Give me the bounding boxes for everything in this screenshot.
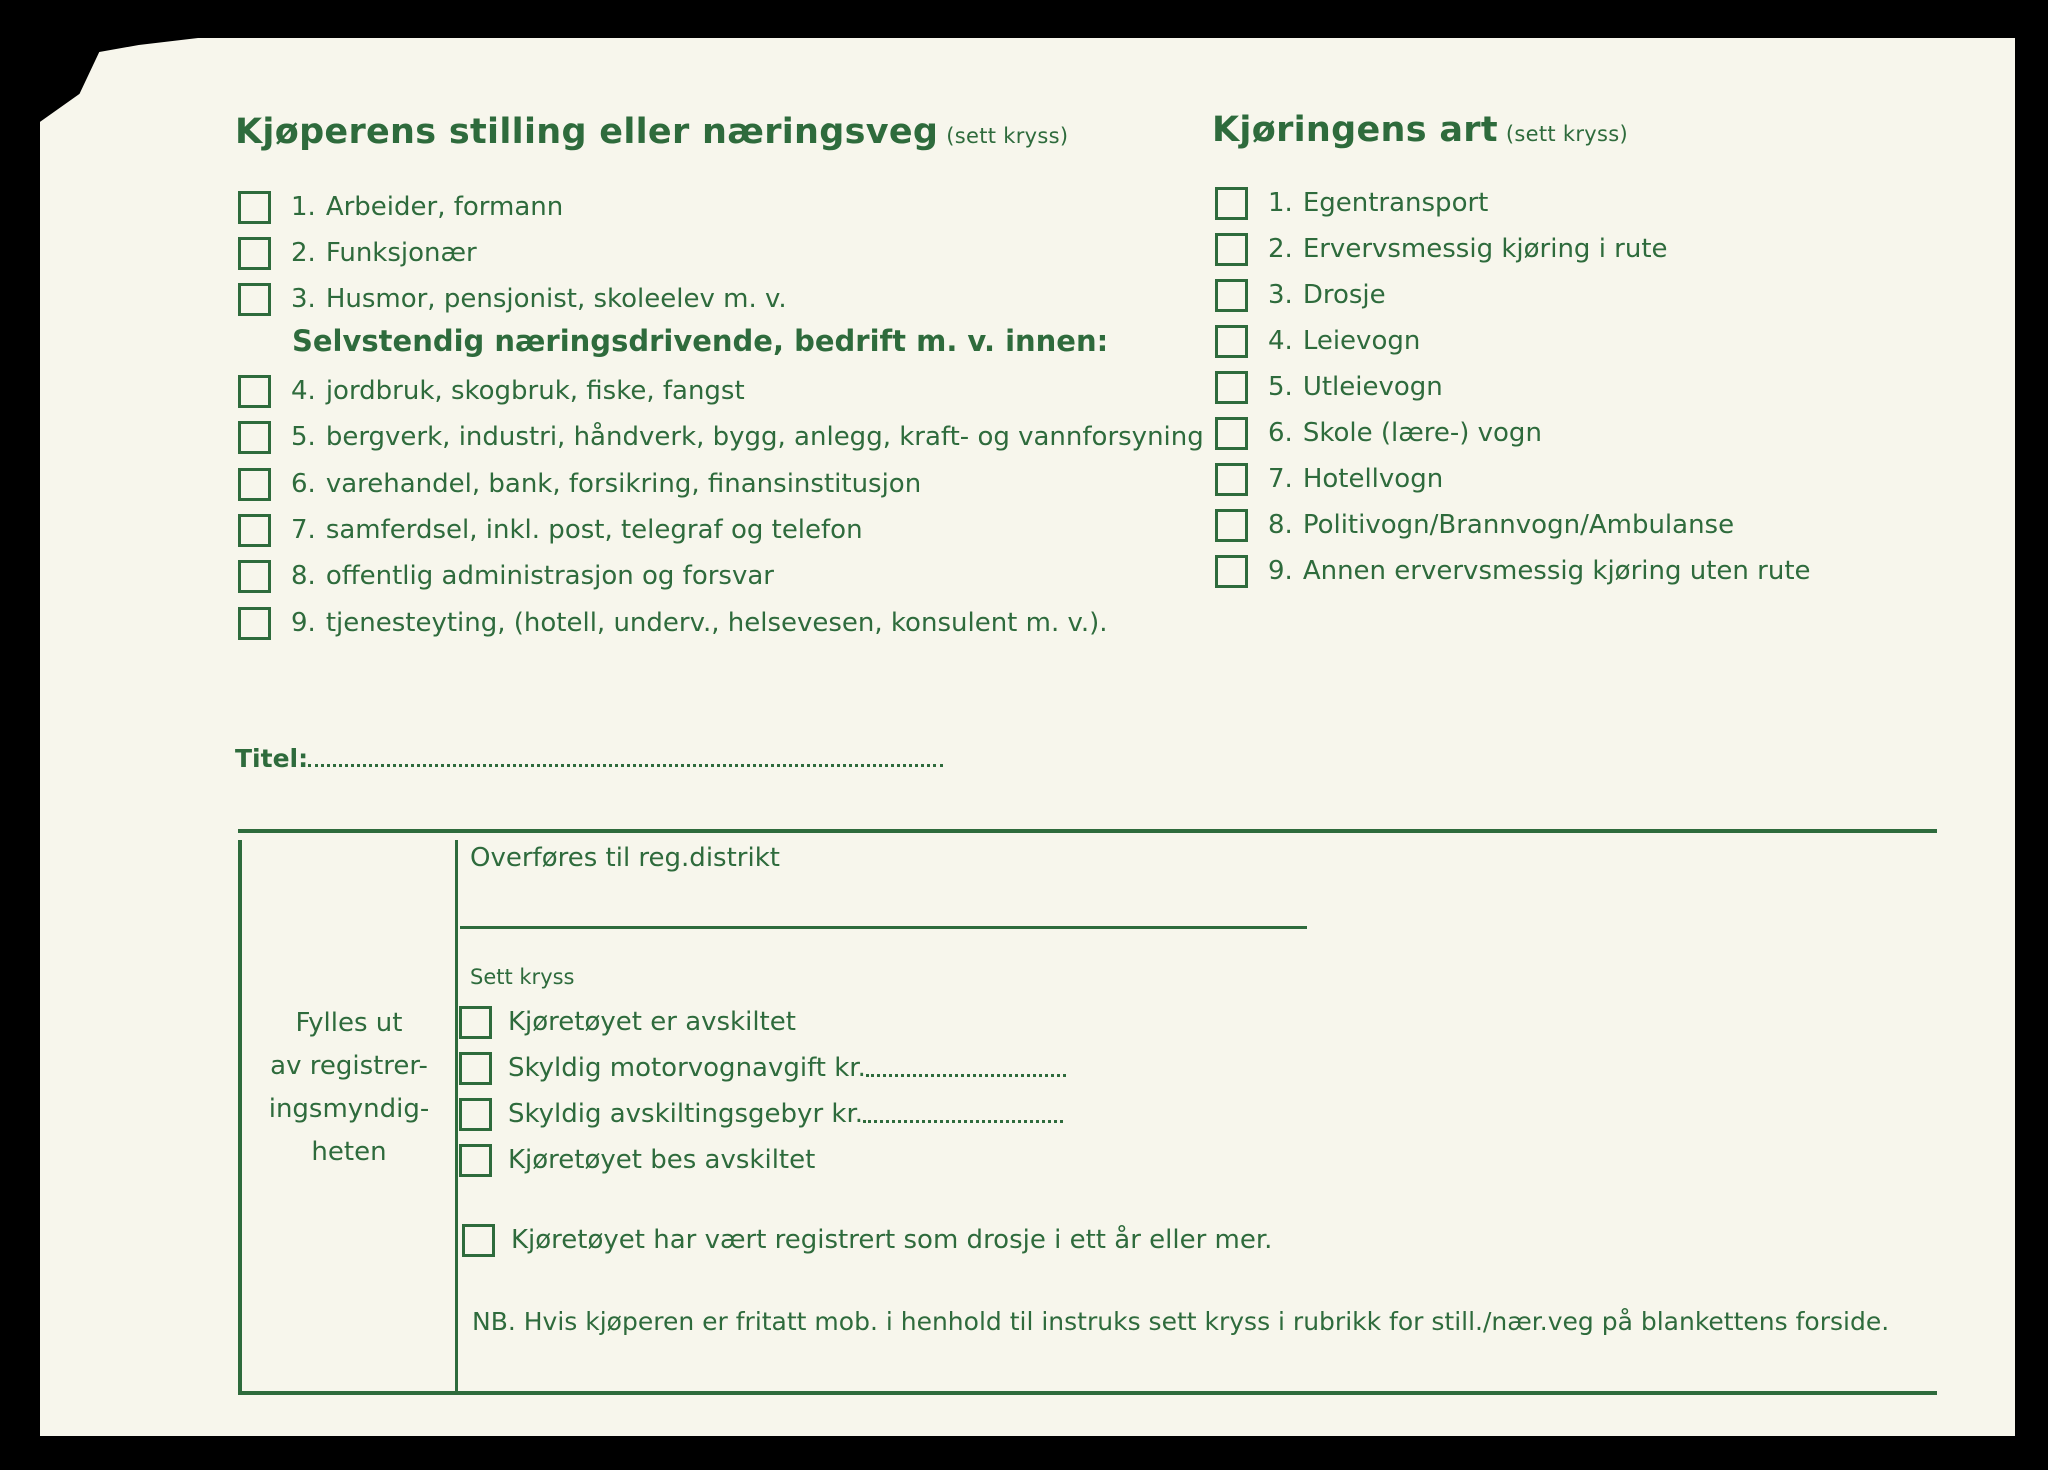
checkbox[interactable] — [1215, 325, 1248, 358]
check-deregistered[interactable] — [459, 1002, 796, 1042]
checkbox[interactable] — [1215, 509, 1248, 542]
side-label-line: ingsmyndig- — [268, 1094, 430, 1124]
driving-type-note: (sett kryss) — [1505, 122, 1628, 146]
transfer-district-line[interactable] — [460, 926, 1307, 929]
option-number: 4. — [291, 376, 316, 406]
sett-kryss-label: Sett kryss — [470, 965, 575, 989]
occupation-option-2[interactable] — [238, 233, 477, 273]
option-number: 5. — [1268, 372, 1293, 402]
checkbox[interactable] — [1215, 463, 1248, 496]
nb-note: NB. Hvis kjøperen er fritatt mob. i henhold til instruks sett kryss i rubrikk for still./nær.veg på blankettens forside. — [472, 1307, 1890, 1336]
amount-dotted-line[interactable] — [863, 1120, 1063, 1123]
occupation-option-6[interactable] — [238, 464, 921, 504]
side-label-line: av registrer- — [270, 1051, 428, 1081]
option-number: 3. — [291, 284, 316, 314]
buyer-occupation-note: (sett kryss) — [946, 124, 1069, 148]
driving-option-6[interactable] — [1215, 413, 1542, 453]
checkbox[interactable] — [238, 421, 271, 454]
checkbox[interactable] — [459, 1144, 492, 1177]
check-label: Kjøretøyet bes avskiltet — [508, 1145, 816, 1175]
driving-option-9[interactable] — [1215, 551, 1811, 591]
check-label: Skyldig avskiltingsgebyr kr. — [508, 1099, 864, 1129]
option-label: Drosje — [1302, 280, 1386, 310]
side-label-line: Fylles ut — [295, 1008, 403, 1038]
driving-option-2[interactable] — [1215, 229, 1668, 269]
checkbox[interactable] — [238, 237, 271, 270]
registry-side-label — [244, 1002, 454, 1174]
occupation-option-1[interactable] — [238, 187, 563, 227]
check-taxi-one-year[interactable] — [462, 1220, 1272, 1260]
option-label: Annen ervervsmessig kjøring uten rute — [1302, 556, 1811, 586]
registry-box-left-edge — [238, 840, 242, 1395]
checkbox[interactable] — [1215, 371, 1248, 404]
driving-option-8[interactable] — [1215, 505, 1734, 545]
checkbox[interactable] — [1215, 555, 1248, 588]
occupation-option-7[interactable] — [238, 510, 863, 550]
option-label: bergverk, industri, håndverk, bygg, anlegg, kraft- og vannforsyning — [325, 422, 1204, 452]
check-vehicle-tax-owed[interactable] — [459, 1048, 1066, 1088]
driving-option-3[interactable] — [1215, 275, 1386, 315]
option-label: Utleievogn — [1302, 372, 1443, 402]
registry-box-top-rule — [238, 829, 1937, 833]
checkbox[interactable] — [238, 514, 271, 547]
option-label: Politivogn/Brannvogn/Ambulanse — [1302, 510, 1735, 540]
driving-type-heading — [1212, 110, 1628, 150]
option-number: 3. — [1268, 280, 1293, 310]
checkbox[interactable] — [459, 1098, 492, 1131]
occupation-option-5[interactable] — [238, 417, 1204, 457]
driving-option-1[interactable] — [1215, 183, 1488, 223]
title-field[interactable] — [235, 744, 943, 773]
option-number: 1. — [1268, 188, 1293, 218]
option-label: Leievogn — [1302, 326, 1421, 356]
occupation-option-8[interactable] — [238, 556, 774, 596]
option-number: 9. — [1268, 556, 1293, 586]
check-label: Skyldig motorvognavgift kr. — [508, 1053, 866, 1083]
option-number: 9. — [291, 608, 316, 638]
option-label: Egentransport — [1302, 188, 1489, 218]
option-label: Ervervsmessig kjøring i rute — [1302, 234, 1668, 264]
checkbox[interactable] — [238, 283, 271, 316]
option-label: varehandel, bank, forsikring, finansinstitusjon — [325, 469, 922, 499]
driving-option-5[interactable] — [1215, 367, 1443, 407]
checkbox[interactable] — [1215, 417, 1248, 450]
registry-box-bottom-rule — [242, 1391, 1937, 1395]
option-number: 4. — [1268, 326, 1293, 356]
checkbox[interactable] — [238, 375, 271, 408]
option-label: Skole (lære-) vogn — [1302, 418, 1542, 448]
check-deregistration-fee-owed[interactable] — [459, 1094, 1063, 1134]
option-number: 2. — [1268, 234, 1293, 264]
amount-dotted-line[interactable] — [866, 1074, 1066, 1077]
transfer-district-label: Overføres til reg.distrikt — [470, 843, 780, 873]
checkbox[interactable] — [238, 560, 271, 593]
option-number: 7. — [1268, 464, 1293, 494]
checkbox[interactable] — [238, 191, 271, 224]
self-employed-subheading: Selvstendig næringsdrivende, bedrift m. v. innen: — [292, 324, 1109, 358]
option-number: 6. — [1268, 418, 1293, 448]
option-label: Funksjonær — [325, 238, 477, 268]
check-request-deregistration[interactable] — [459, 1140, 815, 1180]
option-label: Husmor, pensjonist, skoleelev m. v. — [325, 284, 787, 314]
registry-box-divider — [455, 840, 458, 1395]
option-number: 6. — [291, 469, 316, 499]
option-label: tjenesteyting, (hotell, underv., helsevesen, konsulent m. v.). — [325, 608, 1108, 638]
option-number: 8. — [291, 561, 316, 591]
checkbox[interactable] — [238, 468, 271, 501]
occupation-option-4[interactable] — [238, 371, 745, 411]
option-label: samferdsel, inkl. post, telegraf og telefon — [325, 515, 863, 545]
driving-option-7[interactable] — [1215, 459, 1443, 499]
option-number: 8. — [1268, 510, 1293, 540]
checkbox[interactable] — [459, 1006, 492, 1039]
checkbox[interactable] — [1215, 187, 1248, 220]
check-label: Kjøretøyet har vært registrert som drosje i ett år eller mer. — [511, 1225, 1273, 1255]
title-dotted-line[interactable] — [308, 764, 943, 767]
checkbox[interactable] — [238, 607, 271, 640]
driving-option-4[interactable] — [1215, 321, 1420, 361]
occupation-option-9[interactable] — [238, 603, 1108, 643]
option-number: 1. — [291, 192, 316, 222]
occupation-option-3[interactable] — [238, 279, 787, 319]
buyer-occupation-heading — [235, 112, 1068, 152]
checkbox[interactable] — [459, 1052, 492, 1085]
option-label: Hotellvogn — [1302, 464, 1444, 494]
option-label: jordbruk, skogbruk, fiske, fangst — [325, 376, 745, 406]
buyer-occupation-title: Kjøperens stilling eller næringsveg — [235, 112, 939, 152]
check-label: Kjøretøyet er avskiltet — [508, 1007, 796, 1037]
option-number: 2. — [291, 238, 316, 268]
checkbox[interactable] — [1215, 279, 1248, 312]
option-number: 5. — [291, 422, 316, 452]
checkbox[interactable] — [462, 1224, 495, 1257]
driving-type-title: Kjøringens art — [1212, 110, 1498, 150]
side-label-line: heten — [311, 1137, 387, 1167]
option-label: offentlig administrasjon og forsvar — [325, 561, 774, 591]
option-number: 7. — [291, 515, 316, 545]
title-label: Titel: — [235, 744, 309, 773]
checkbox[interactable] — [1215, 233, 1248, 266]
option-label: Arbeider, formann — [325, 192, 564, 222]
